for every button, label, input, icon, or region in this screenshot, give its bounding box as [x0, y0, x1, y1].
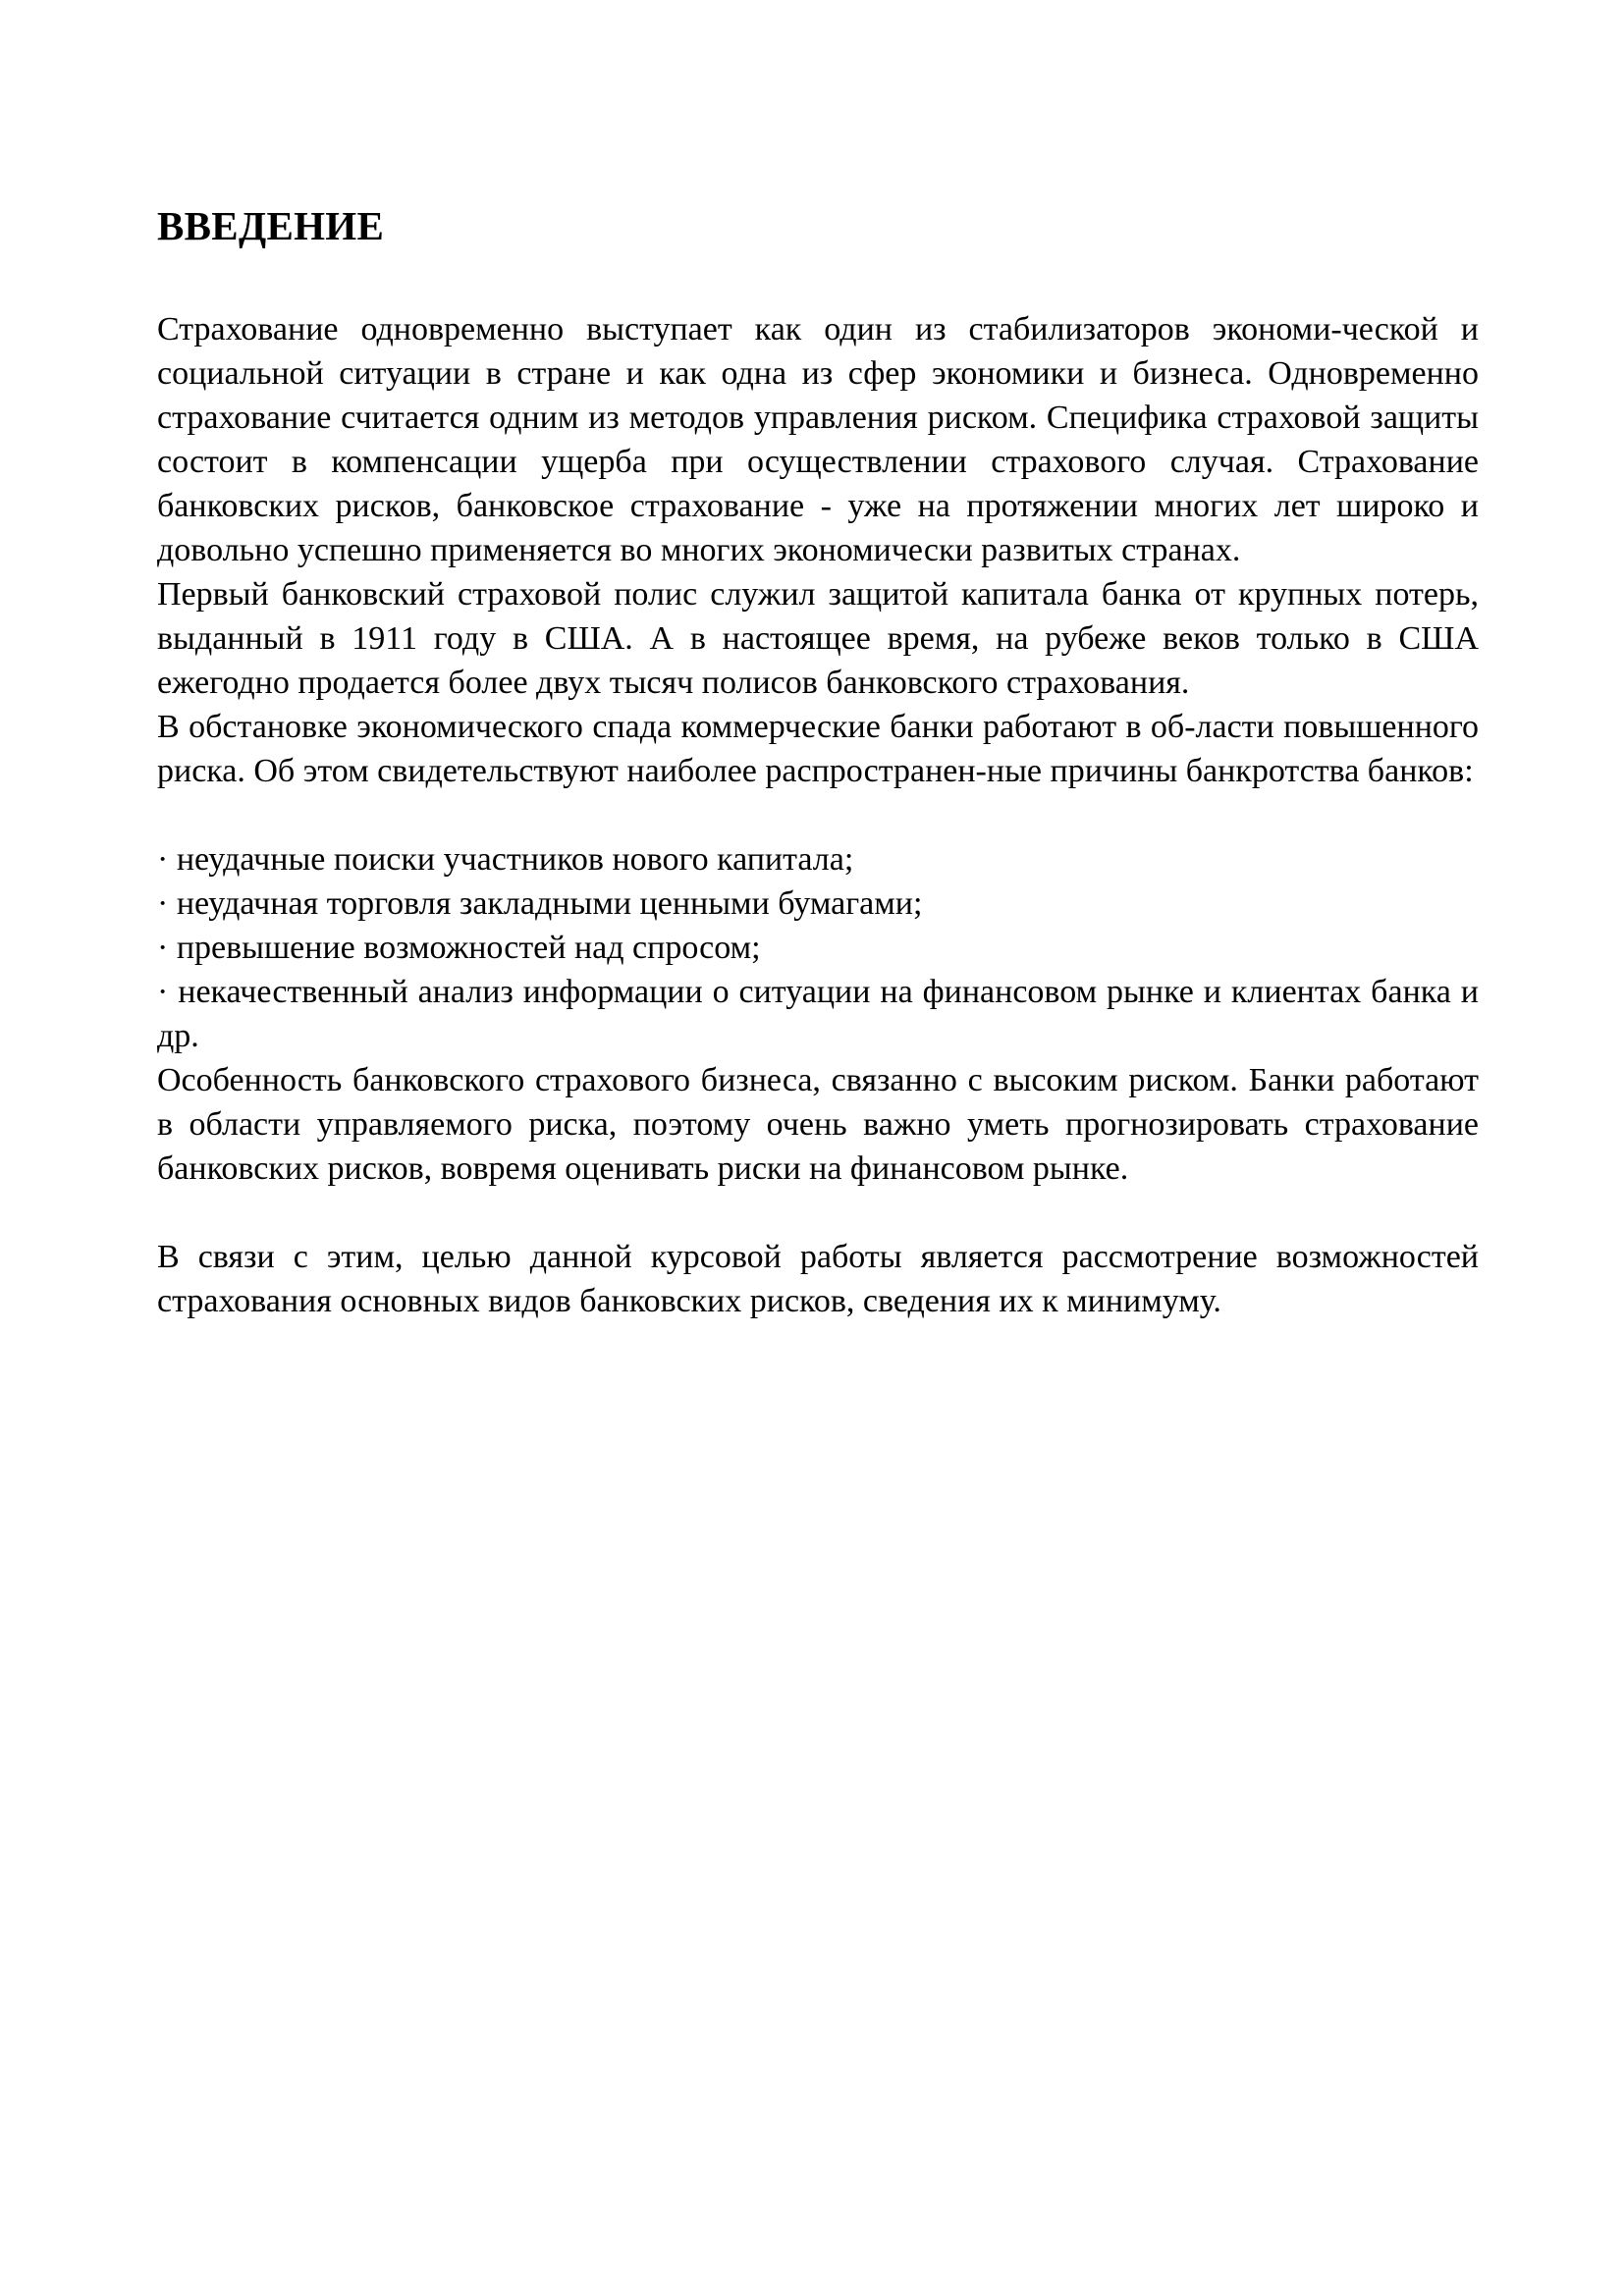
bankruptcy-causes-list: [157, 837, 1479, 1058]
document-page: [157, 201, 1479, 1323]
list-item: · неудачная торговля закладными ценными бумагами;: [157, 885, 923, 922]
paragraph-goal: В связи с этим, целью данной курсовой работы является рассмотрение возможностей страхования основных видов банковских рисков, сведения их к минимуму.: [157, 1239, 1479, 1319]
page-title: ВВЕДЕНИЕ: [157, 203, 385, 248]
blank-line: [157, 1191, 1479, 1235]
paragraph-intro: Страхование одновременно выступает как один из стабилизаторов экономи-ческой и социальной ситуации в стране и как одна из сфер экономики и бизнеса. Одновременно страхование считается одним из методов управления риском. Специфика страховой защиты состоит в компенсации ущерба при осуществлении страхового случая. Страхование банковских рисков, банковское страхование - уже на протяжении многих лет широко и довольно успешно применяется во многих экономически развитых странах.: [157, 311, 1479, 568]
paragraph-first-policy: Первый банковский страховой полис служил защитой капитала банка от крупных потерь, выданный в 1911 году в США. А в настоящее время, на рубеже веков только в США ежегодно продается более двух тысяч полисов банковского страхования.: [157, 576, 1479, 701]
blank-line: [157, 793, 1479, 837]
paragraph-bank-risk: В обстановке экономического спада коммерческие банки работают в об-ласти повышенного риска. Об этом свидетельствуют наиболее распространен-ные причины банкротства банков:: [157, 709, 1479, 789]
list-item: · неудачные поиски участников нового капитала;: [157, 841, 854, 878]
list-item: · превышение возможностей над спросом;: [157, 930, 761, 966]
paragraph-insurance-business: Особенность банковского страхового бизнеса, связанно с высоким риском. Банки работают в области управляемого риска, поэтому очень важно уметь прогнозировать страхование банковских рисков, вовремя оценивать риски на финансовом рынке.: [157, 1062, 1479, 1187]
list-item: · некачественный анализ информации о ситуации на финансовом рынке и клиентах банка и др.: [157, 974, 1479, 1054]
